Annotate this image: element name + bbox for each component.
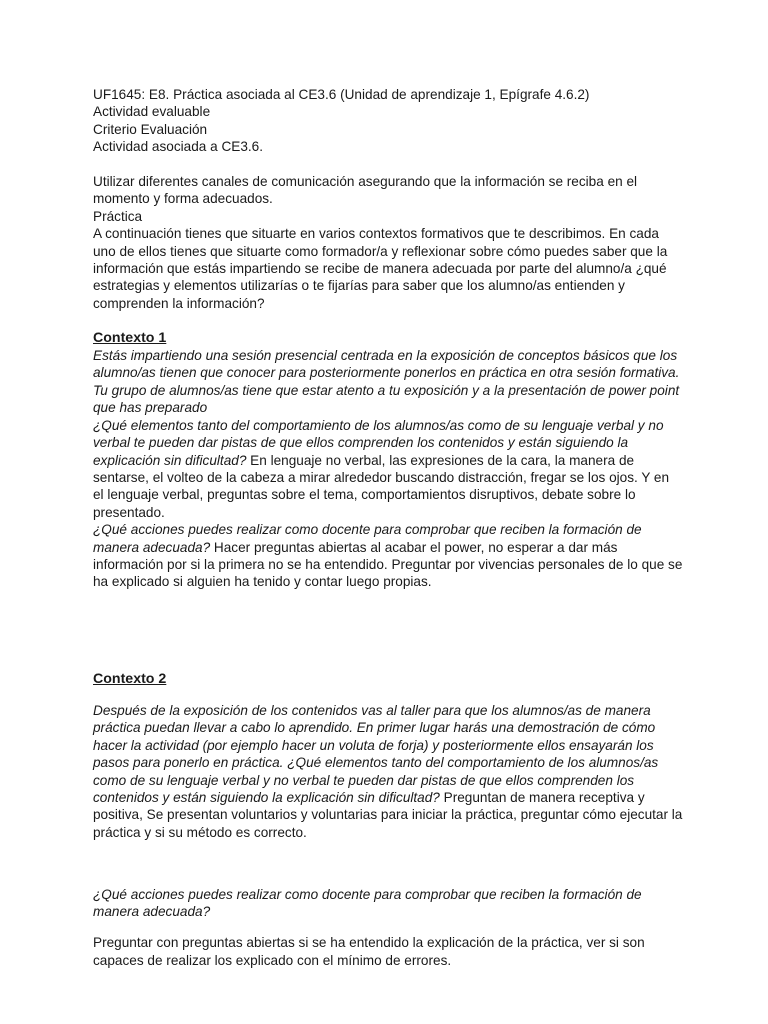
context-1-question-2-block xyxy=(93,521,683,591)
context-1-title: Contexto 1 xyxy=(93,329,167,346)
context-1-question-1-block xyxy=(93,417,683,521)
document-body xyxy=(93,86,683,591)
header-line-3: Criterio Evaluación xyxy=(93,121,208,137)
spacer xyxy=(93,855,683,872)
spacer xyxy=(93,312,683,329)
header-line-4: Actividad asociada a CE3.6. xyxy=(93,139,264,155)
context-1-scenario: Estás impartiendo una sesión presencial centrada en la exposición de conceptos básicos que los alumno/as tienen que conocer para posteriormente ponerlos en práctica en otra sesión formativa. Tu grupo de alumnos/as tiene que estar atento a tu exposición y a la presentación de power point que has preparado xyxy=(93,348,680,416)
header-line-2: Actividad evaluable xyxy=(93,104,211,120)
spacer xyxy=(93,156,683,173)
context-2-answer-1: Preguntan de manera receptiva y positiva, Se presentan voluntarios y voluntarias para iniciar la práctica, preguntar cómo ejecutar la práctica y si su método es correcto. xyxy=(93,790,683,840)
context-1-question-1: ¿Qué elementos tanto del comportamiento de los alumnos/as como de su lenguaje verbal y no verbal te pueden dar pistas de que ellos comprenden los contenidos y están siguiendo la explicación sin dificultad? xyxy=(93,417,664,468)
context-2-question-2: ¿Qué acciones puedes realizar como docente para comprobar que reciben la formación de manera adecuada? xyxy=(93,886,642,920)
context-1-answer-1: En lenguaje no verbal, las expresiones de la cara, la manera de sentarse, el volteo de la cabeza a mirar alrededor buscando distracción, fregar se los ojos. Y en el lenguaje verbal, preguntas sobre el tema, comportamientos disruptivos, debate sobre lo presentado. xyxy=(93,452,670,520)
header-line-1: UF1645: E8. Práctica asociada al CE3.6 (Unidad de aprendizaje 1, Epígrafe 4.6.2) xyxy=(93,87,590,102)
context-2-title: Contexto 2 xyxy=(93,671,167,687)
practice-label: Práctica xyxy=(93,208,143,224)
context-2-answer-2: Preguntar con preguntas abiertas si se ha entendido la explicación de la práctica, ver si son capaces de realizar los explicado con el mínimo de errores. xyxy=(93,935,645,968)
objective-text: Utilizar diferentes canales de comunicación asegurando que la información se reciba en el momento y forma adecuados. xyxy=(93,174,638,207)
context-2-section xyxy=(93,671,683,983)
practice-text: A continuación tienes que situarte en varios contextos formativos que te describimos. En cada uno de ellos tienes que situarte como formador/a y reflexionar sobre cómo puedes saber que la información que estás impartiendo se recibe de manera adecuada por parte del alumno/a ¿qué estrategias y elementos utilizarías o te fijarías para saber que los alumno/as entienden y comprenden la información? xyxy=(93,226,668,311)
context-2-scenario: Después de la exposición de los contenidos vas al taller para que los alumnos/as de manera práctica puedan llevar a cabo lo aprendido. En primer lugar harás una demostración de cómo hacer la actividad (por ejemplo hacer un voluta de forja) y posteriormente ellos ensayarán los pasos para ponerlo en práctica. ¿Qué elementos tanto del comportamiento de los alumnos/as como de su lenguaje verbal y no verbal te pueden dar pistas de que ellos comprenden los contenidos y están siguiendo la explicación sin dificultad? xyxy=(93,703,659,806)
context-1-question-2: ¿Qué acciones puedes realizar como docente para comprobar que reciben la formación de manera adecuada? xyxy=(93,522,642,555)
context-2-scenario-block xyxy=(93,702,683,841)
context-1-answer-2: Hacer preguntas abiertas al acabar el power, no esperar a dar más información por si la primera no se ha entendido. Preguntar por vivencias personales de lo que se ha explicado si alguien ha tenido y contar luego propias. xyxy=(93,539,683,590)
